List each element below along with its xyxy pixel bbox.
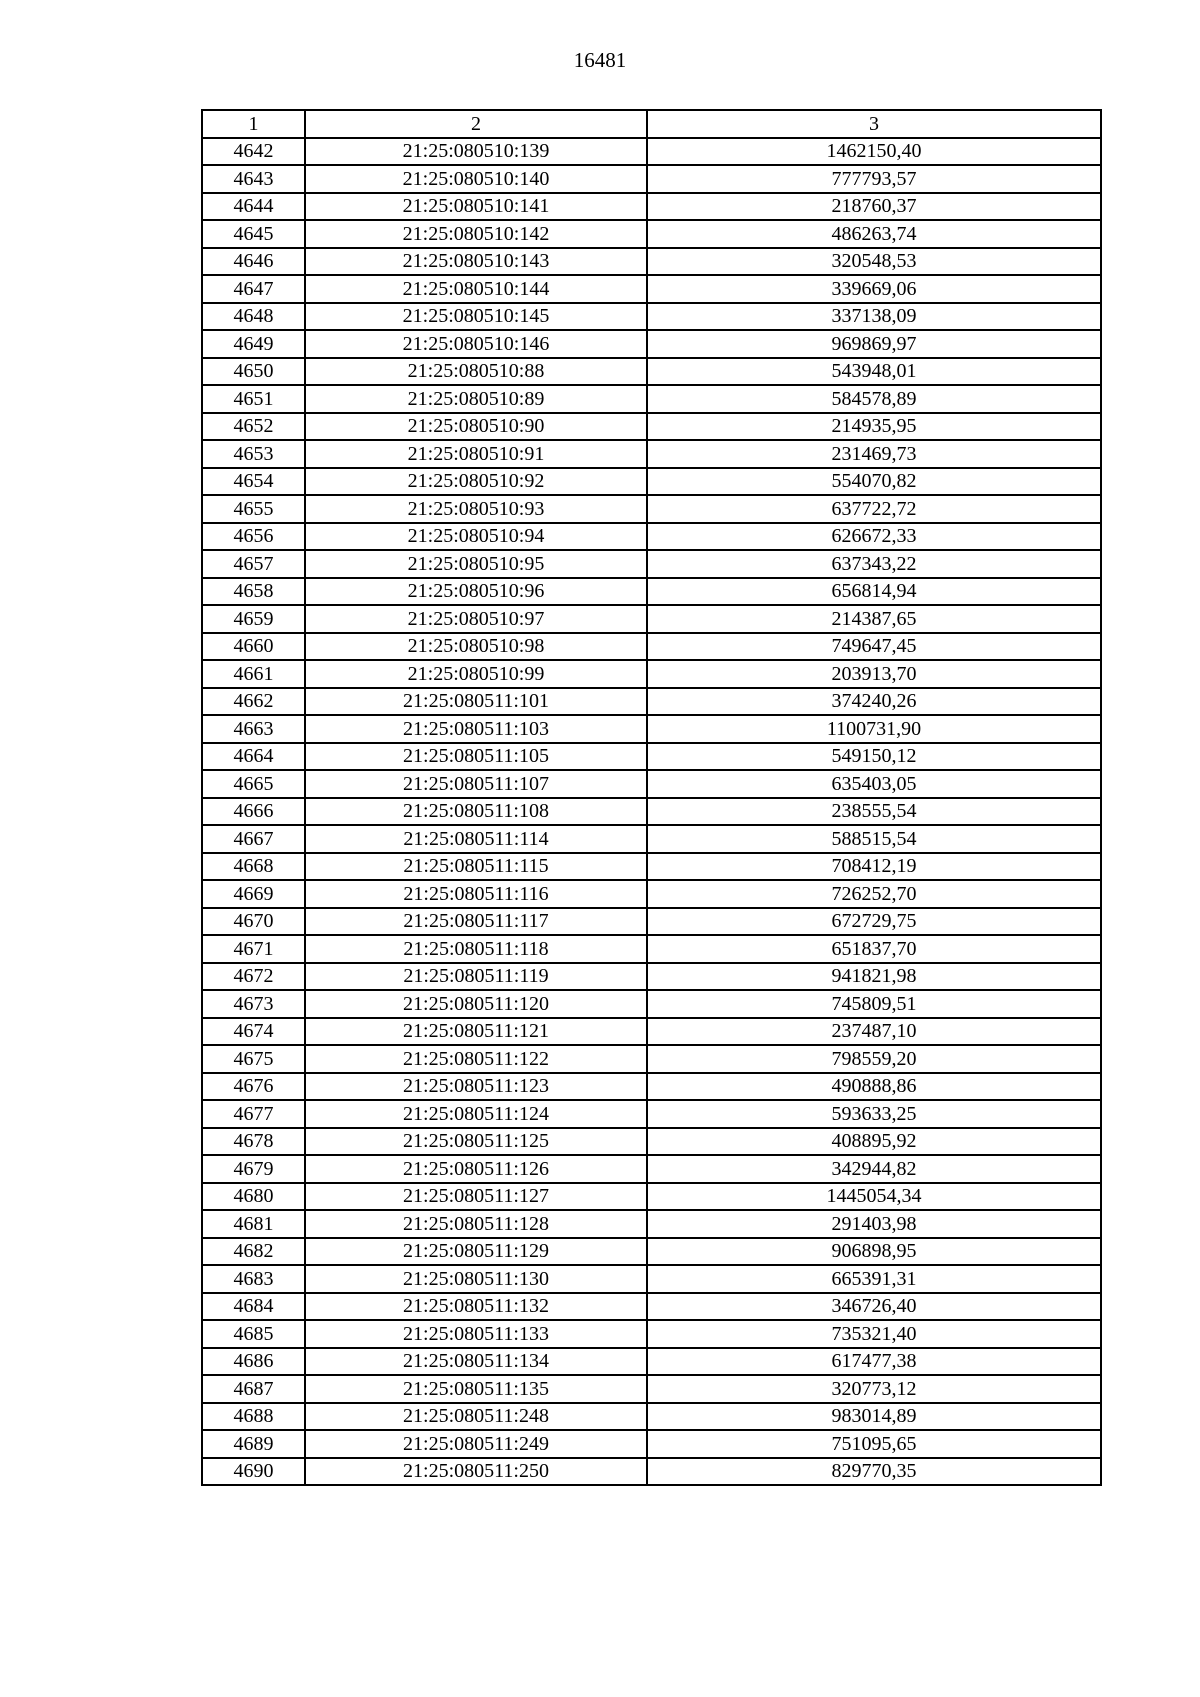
value-cell: 708412,19 — [647, 853, 1101, 881]
table-row — [202, 1128, 1101, 1156]
value-cell: 1100731,90 — [647, 715, 1101, 743]
table-row — [202, 688, 1101, 716]
cadastral-number-cell: 21:25:080511:135 — [305, 1375, 647, 1403]
table-row — [202, 715, 1101, 743]
table-row — [202, 550, 1101, 578]
cadastral-number-cell: 21:25:080511:105 — [305, 743, 647, 771]
table-row — [202, 1430, 1101, 1458]
row-number-cell: 4672 — [202, 963, 305, 991]
cadastral-number-cell: 21:25:080510:143 — [305, 248, 647, 276]
row-number-cell: 4643 — [202, 165, 305, 193]
table-row — [202, 138, 1101, 166]
row-number-cell: 4683 — [202, 1265, 305, 1293]
row-number-cell: 4648 — [202, 303, 305, 331]
cadastral-number-cell: 21:25:080510:145 — [305, 303, 647, 331]
value-cell: 337138,09 — [647, 303, 1101, 331]
row-number-cell: 4657 — [202, 550, 305, 578]
value-cell: 291403,98 — [647, 1210, 1101, 1238]
table-row — [202, 578, 1101, 606]
value-cell: 554070,82 — [647, 468, 1101, 496]
row-number-cell: 4667 — [202, 825, 305, 853]
row-number-cell: 4659 — [202, 605, 305, 633]
cadastral-number-cell: 21:25:080510:146 — [305, 330, 647, 358]
value-cell: 617477,38 — [647, 1348, 1101, 1376]
cadastral-number-cell: 21:25:080510:89 — [305, 385, 647, 413]
cadastral-number-cell: 21:25:080511:115 — [305, 853, 647, 881]
table-row — [202, 330, 1101, 358]
row-number-cell: 4661 — [202, 660, 305, 688]
value-cell: 593633,25 — [647, 1100, 1101, 1128]
value-cell: 637343,22 — [647, 550, 1101, 578]
table-row — [202, 825, 1101, 853]
table-header-row — [202, 110, 1101, 138]
row-number-cell: 4663 — [202, 715, 305, 743]
value-cell: 214387,65 — [647, 605, 1101, 633]
cadastral-number-cell: 21:25:080511:124 — [305, 1100, 647, 1128]
row-number-cell: 4651 — [202, 385, 305, 413]
value-cell: 798559,20 — [647, 1045, 1101, 1073]
value-cell: 342944,82 — [647, 1155, 1101, 1183]
row-number-cell: 4653 — [202, 440, 305, 468]
table-row — [202, 275, 1101, 303]
row-number-cell: 4688 — [202, 1403, 305, 1431]
table-body — [202, 110, 1101, 1485]
table-row — [202, 1210, 1101, 1238]
row-number-cell: 4665 — [202, 770, 305, 798]
row-number-cell: 4680 — [202, 1183, 305, 1211]
value-cell: 749647,45 — [647, 633, 1101, 661]
row-number-cell: 4690 — [202, 1458, 305, 1486]
table-row — [202, 1265, 1101, 1293]
value-cell: 941821,98 — [647, 963, 1101, 991]
row-number-cell: 4682 — [202, 1238, 305, 1266]
cadastral-number-cell: 21:25:080511:101 — [305, 688, 647, 716]
value-cell: 1445054,34 — [647, 1183, 1101, 1211]
value-cell: 339669,06 — [647, 275, 1101, 303]
cadastral-number-cell: 21:25:080511:120 — [305, 990, 647, 1018]
table-row — [202, 660, 1101, 688]
row-number-cell: 4650 — [202, 358, 305, 386]
value-cell: 490888,86 — [647, 1073, 1101, 1101]
row-number-cell: 4668 — [202, 853, 305, 881]
cadastral-number-cell: 21:25:080511:107 — [305, 770, 647, 798]
table-row — [202, 1018, 1101, 1046]
value-cell: 346726,40 — [647, 1293, 1101, 1321]
cadastral-number-cell: 21:25:080510:139 — [305, 138, 647, 166]
cadastral-number-cell: 21:25:080510:142 — [305, 220, 647, 248]
row-number-cell: 4658 — [202, 578, 305, 606]
table-row — [202, 743, 1101, 771]
row-number-cell: 4679 — [202, 1155, 305, 1183]
row-number-cell: 4664 — [202, 743, 305, 771]
row-number-cell: 4673 — [202, 990, 305, 1018]
table-row — [202, 853, 1101, 881]
cadastral-number-cell: 21:25:080511:130 — [305, 1265, 647, 1293]
cadastral-number-cell: 21:25:080511:248 — [305, 1403, 647, 1431]
table-row — [202, 1348, 1101, 1376]
cadastral-number-cell: 21:25:080511:116 — [305, 880, 647, 908]
table-row — [202, 468, 1101, 496]
column-header-3: 3 — [647, 110, 1101, 138]
value-cell: 665391,31 — [647, 1265, 1101, 1293]
value-cell: 637722,72 — [647, 495, 1101, 523]
row-number-cell: 4642 — [202, 138, 305, 166]
value-cell: 543948,01 — [647, 358, 1101, 386]
table-row — [202, 908, 1101, 936]
cadastral-number-cell: 21:25:080511:118 — [305, 935, 647, 963]
value-cell: 237487,10 — [647, 1018, 1101, 1046]
cadastral-number-cell: 21:25:080511:250 — [305, 1458, 647, 1486]
row-number-cell: 4644 — [202, 193, 305, 221]
table-row — [202, 220, 1101, 248]
table-row — [202, 413, 1101, 441]
value-cell: 751095,65 — [647, 1430, 1101, 1458]
table-row — [202, 770, 1101, 798]
value-cell: 320773,12 — [647, 1375, 1101, 1403]
table-row — [202, 798, 1101, 826]
cadastral-number-cell: 21:25:080510:88 — [305, 358, 647, 386]
cadastral-number-cell: 21:25:080510:144 — [305, 275, 647, 303]
table-row — [202, 495, 1101, 523]
row-number-cell: 4681 — [202, 1210, 305, 1238]
value-cell: 969869,97 — [647, 330, 1101, 358]
value-cell: 726252,70 — [647, 880, 1101, 908]
cadastral-number-cell: 21:25:080510:96 — [305, 578, 647, 606]
row-number-cell: 4660 — [202, 633, 305, 661]
row-number-cell: 4684 — [202, 1293, 305, 1321]
row-number-cell: 4647 — [202, 275, 305, 303]
table-row — [202, 605, 1101, 633]
row-number-cell: 4646 — [202, 248, 305, 276]
value-cell: 408895,92 — [647, 1128, 1101, 1156]
cadastral-number-cell: 21:25:080511:117 — [305, 908, 647, 936]
table-row — [202, 1458, 1101, 1486]
cadastral-number-cell: 21:25:080510:99 — [305, 660, 647, 688]
cadastral-number-cell: 21:25:080511:128 — [305, 1210, 647, 1238]
value-cell: 983014,89 — [647, 1403, 1101, 1431]
cadastral-number-cell: 21:25:080510:90 — [305, 413, 647, 441]
cadastral-number-cell: 21:25:080511:126 — [305, 1155, 647, 1183]
table-row — [202, 633, 1101, 661]
value-cell: 238555,54 — [647, 798, 1101, 826]
cadastral-number-cell: 21:25:080511:129 — [305, 1238, 647, 1266]
column-header-1: 1 — [202, 110, 305, 138]
row-number-cell: 4671 — [202, 935, 305, 963]
value-cell: 320548,53 — [647, 248, 1101, 276]
row-number-cell: 4655 — [202, 495, 305, 523]
table-row — [202, 523, 1101, 551]
table-row — [202, 963, 1101, 991]
value-cell: 626672,33 — [647, 523, 1101, 551]
table-row — [202, 1155, 1101, 1183]
cadastral-number-cell: 21:25:080511:108 — [305, 798, 647, 826]
table-row — [202, 358, 1101, 386]
cadastral-number-cell: 21:25:080510:140 — [305, 165, 647, 193]
cadastral-number-cell: 21:25:080511:103 — [305, 715, 647, 743]
value-cell: 777793,57 — [647, 165, 1101, 193]
value-cell: 745809,51 — [647, 990, 1101, 1018]
cadastral-number-cell: 21:25:080511:127 — [305, 1183, 647, 1211]
value-cell: 906898,95 — [647, 1238, 1101, 1266]
cadastral-number-cell: 21:25:080511:134 — [305, 1348, 647, 1376]
cadastral-number-cell: 21:25:080511:132 — [305, 1293, 647, 1321]
table-row — [202, 440, 1101, 468]
cadastral-number-cell: 21:25:080511:133 — [305, 1320, 647, 1348]
value-cell: 486263,74 — [647, 220, 1101, 248]
value-cell: 374240,26 — [647, 688, 1101, 716]
value-cell: 672729,75 — [647, 908, 1101, 936]
table-row — [202, 165, 1101, 193]
cadastral-number-cell: 21:25:080511:114 — [305, 825, 647, 853]
row-number-cell: 4677 — [202, 1100, 305, 1128]
value-cell: 203913,70 — [647, 660, 1101, 688]
row-number-cell: 4652 — [202, 413, 305, 441]
table-row — [202, 880, 1101, 908]
row-number-cell: 4675 — [202, 1045, 305, 1073]
row-number-cell: 4678 — [202, 1128, 305, 1156]
cadastral-number-cell: 21:25:080510:92 — [305, 468, 647, 496]
page-number: 16481 — [573, 48, 627, 72]
row-number-cell: 4674 — [202, 1018, 305, 1046]
cadastral-number-cell: 21:25:080510:97 — [305, 605, 647, 633]
table-row — [202, 1100, 1101, 1128]
row-number-cell: 4656 — [202, 523, 305, 551]
value-cell: 1462150,40 — [647, 138, 1101, 166]
value-cell: 214935,95 — [647, 413, 1101, 441]
value-cell: 588515,54 — [647, 825, 1101, 853]
table-row — [202, 990, 1101, 1018]
table-row — [202, 1073, 1101, 1101]
column-header-2: 2 — [305, 110, 647, 138]
cadastral-number-cell: 21:25:080511:122 — [305, 1045, 647, 1073]
table-row — [202, 1045, 1101, 1073]
cadastral-number-cell: 21:25:080510:93 — [305, 495, 647, 523]
row-number-cell: 4649 — [202, 330, 305, 358]
cadastral-number-cell: 21:25:080510:95 — [305, 550, 647, 578]
row-number-cell: 4662 — [202, 688, 305, 716]
row-number-cell: 4687 — [202, 1375, 305, 1403]
value-cell: 651837,70 — [647, 935, 1101, 963]
cadastral-number-cell: 21:25:080510:91 — [305, 440, 647, 468]
cadastral-number-cell: 21:25:080511:121 — [305, 1018, 647, 1046]
value-cell: 635403,05 — [647, 770, 1101, 798]
value-cell: 735321,40 — [647, 1320, 1101, 1348]
table-row — [202, 1238, 1101, 1266]
table-row — [202, 1183, 1101, 1211]
table-row — [202, 935, 1101, 963]
value-cell: 584578,89 — [647, 385, 1101, 413]
table-row — [202, 193, 1101, 221]
row-number-cell: 4670 — [202, 908, 305, 936]
value-cell: 656814,94 — [647, 578, 1101, 606]
table-row — [202, 1320, 1101, 1348]
cadastral-number-cell: 21:25:080510:141 — [305, 193, 647, 221]
value-cell: 218760,37 — [647, 193, 1101, 221]
cadastral-number-cell: 21:25:080511:125 — [305, 1128, 647, 1156]
cadastral-number-cell: 21:25:080510:98 — [305, 633, 647, 661]
value-cell: 549150,12 — [647, 743, 1101, 771]
value-cell: 231469,73 — [647, 440, 1101, 468]
row-number-cell: 4676 — [202, 1073, 305, 1101]
table-row — [202, 248, 1101, 276]
row-number-cell: 4654 — [202, 468, 305, 496]
value-cell: 829770,35 — [647, 1458, 1101, 1486]
cadastral-number-cell: 21:25:080511:119 — [305, 963, 647, 991]
row-number-cell: 4685 — [202, 1320, 305, 1348]
cadastral-number-cell: 21:25:080511:249 — [305, 1430, 647, 1458]
table-row — [202, 385, 1101, 413]
table-row — [202, 1375, 1101, 1403]
row-number-cell: 4686 — [202, 1348, 305, 1376]
cadastral-number-cell: 21:25:080510:94 — [305, 523, 647, 551]
cadastral-table — [201, 109, 1102, 1486]
row-number-cell: 4666 — [202, 798, 305, 826]
row-number-cell: 4689 — [202, 1430, 305, 1458]
table-row — [202, 1403, 1101, 1431]
table-row — [202, 303, 1101, 331]
row-number-cell: 4669 — [202, 880, 305, 908]
cadastral-number-cell: 21:25:080511:123 — [305, 1073, 647, 1101]
row-number-cell: 4645 — [202, 220, 305, 248]
table-row — [202, 1293, 1101, 1321]
